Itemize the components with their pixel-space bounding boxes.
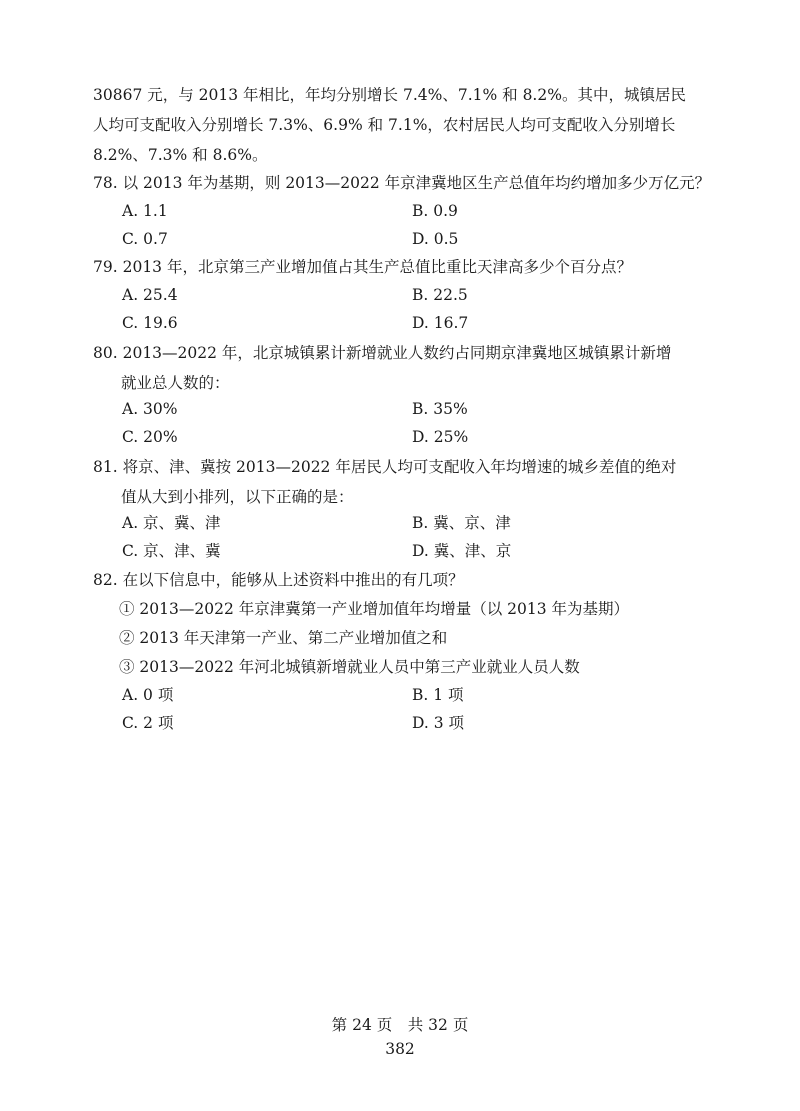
question-80 <box>93 338 713 398</box>
question-number: 80. <box>93 344 118 362</box>
question-stem: 将京、津、冀按 2013—2022 年居民人均可支配收入年均增速的城乡差值的绝对 <box>122 458 677 476</box>
option-c: C. 19.6 <box>122 314 178 332</box>
intro-line-3: 8.2%、7.3% 和 8.6%。 <box>93 146 268 164</box>
option-c: C. 0.7 <box>122 230 168 248</box>
option-b: B. 22.5 <box>412 286 468 304</box>
intro-line-1: 30867 元，与 2013 年相比，年均分别增长 7.4%、7.1% 和 8.2%。其中，城镇居民 <box>93 86 686 104</box>
option-d: D. 16.7 <box>412 314 469 332</box>
page-label: 第 24 页 共 32 页 <box>331 1016 469 1034</box>
option-a: A. 1.1 <box>122 202 168 220</box>
question-number: 78. <box>93 174 118 192</box>
question-81 <box>93 452 713 512</box>
statement-1: ① 2013—2022 年京津冀第一产业增加值年均增量（以 2013 年为基期） <box>119 600 630 618</box>
option-b: B. 35% <box>412 400 468 418</box>
question-number: 79. <box>93 258 118 276</box>
option-a: A. 25.4 <box>122 286 178 304</box>
question-stem: 以 2013 年为基期，则 2013—2022 年京津冀地区生产总值年均约增加多少万亿元？ <box>122 174 711 192</box>
option-b: B. 冀、京、津 <box>412 514 511 532</box>
question-82 <box>93 565 713 595</box>
option-c: C. 20% <box>122 428 178 446</box>
question-stem: 2013 年，北京第三产业增加值占其生产总值比重比天津高多少个百分点？ <box>122 258 632 276</box>
option-b: B. 0.9 <box>412 202 458 220</box>
option-d: D. 3 项 <box>412 714 465 732</box>
question-number: 82. <box>93 571 118 589</box>
statement-3: ③ 2013—2022 年河北城镇新增就业人员中第三产业就业人员人数 <box>119 658 580 676</box>
question-number: 81. <box>93 458 118 476</box>
intro-line-2: 人均可支配收入分别增长 7.3%、6.9% 和 7.1%，农村居民人均可支配收入分别增长 <box>93 116 676 134</box>
option-d: D. 冀、津、京 <box>412 542 512 560</box>
question-stem: 2013—2022 年，北京城镇累计新增就业人数约占同期京津冀地区城镇累计新增 <box>122 344 672 362</box>
question-78 <box>93 168 713 198</box>
question-stem-continued: 值从大到小排列，以下正确的是： <box>121 488 354 506</box>
question-stem: 在以下信息中，能够从上述资料中推出的有几项？ <box>122 571 464 589</box>
option-d: D. 25% <box>412 428 469 446</box>
option-a: A. 30% <box>122 400 178 418</box>
question-79 <box>93 252 713 282</box>
statement-2: ② 2013 年天津第一产业、第二产业增加值之和 <box>119 629 448 647</box>
option-a: A. 0 项 <box>122 686 174 704</box>
option-d: D. 0.5 <box>412 230 459 248</box>
option-c: C. 京、津、冀 <box>122 542 221 560</box>
option-b: B. 1 项 <box>412 686 464 704</box>
option-c: C. 2 项 <box>122 714 174 732</box>
page-number: 382 <box>385 1040 415 1058</box>
question-stem-continued: 就业总人数的： <box>121 374 230 392</box>
option-a: A. 京、冀、津 <box>122 514 221 532</box>
